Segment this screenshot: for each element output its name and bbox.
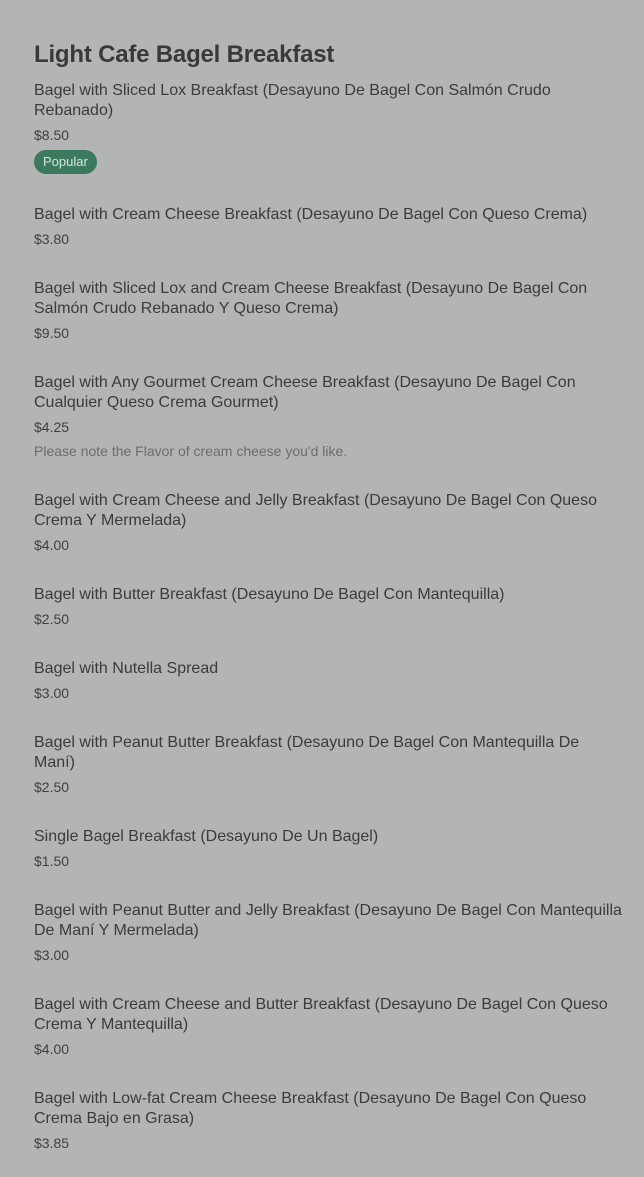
item-price: $3.85 xyxy=(34,1135,70,1151)
item-price: $8.50 xyxy=(34,127,70,143)
menu-item[interactable] xyxy=(34,205,622,279)
menu-item[interactable] xyxy=(34,659,622,733)
menu-list xyxy=(34,81,622,1177)
menu-item[interactable] xyxy=(34,491,622,585)
item-name: Bagel with Cream Cheese Breakfast (Desayuno De Bagel Con Queso Crema) xyxy=(34,206,588,223)
menu-item[interactable] xyxy=(34,995,622,1089)
item-name: Bagel with Peanut Butter Breakfast (Desayuno De Bagel Con Mantequilla De Maní) xyxy=(34,734,580,771)
item-name: Bagel with Sliced Lox Breakfast (Desayuno De Bagel Con Salmón Crudo Rebanado) xyxy=(34,82,551,119)
item-name: Bagel with Butter Breakfast (Desayuno De Bagel Con Mantequilla) xyxy=(34,586,505,603)
popular-badge: Popular xyxy=(34,150,97,174)
menu-item[interactable] xyxy=(34,585,622,659)
item-name: Bagel with Peanut Butter and Jelly Breakfast (Desayuno De Bagel Con Mantequilla De Maní Y Mermelada) xyxy=(34,902,622,939)
menu-item[interactable] xyxy=(34,827,622,901)
menu-item[interactable] xyxy=(34,81,622,205)
item-price: $3.80 xyxy=(34,231,70,247)
menu-item[interactable] xyxy=(34,1089,622,1177)
menu-item[interactable] xyxy=(34,901,622,995)
item-name: Bagel with Nutella Spread xyxy=(34,660,219,677)
item-name: Bagel with Any Gourmet Cream Cheese Breakfast (Desayuno De Bagel Con Cualquier Queso Crema Gourmet) xyxy=(34,374,576,411)
item-price: $3.00 xyxy=(34,947,70,963)
menu-item[interactable] xyxy=(34,279,622,373)
item-price: $4.00 xyxy=(34,1041,70,1057)
item-note: Please note the Flavor of cream cheese you'd like. xyxy=(34,443,348,459)
item-price: $3.00 xyxy=(34,685,70,701)
item-name: Bagel with Sliced Lox and Cream Cheese Breakfast (Desayuno De Bagel Con Salmón Crudo Rebanado Y Queso Crema) xyxy=(34,280,588,317)
item-price: $4.25 xyxy=(34,419,70,435)
item-price: $4.00 xyxy=(34,537,70,553)
item-price: $9.50 xyxy=(34,325,70,341)
item-name: Bagel with Cream Cheese and Butter Breakfast (Desayuno De Bagel Con Queso Crema Y Mantequilla) xyxy=(34,996,608,1033)
item-name: Bagel with Low-fat Cream Cheese Breakfast (Desayuno De Bagel Con Queso Crema Bajo en Grasa) xyxy=(34,1090,587,1127)
menu-item[interactable] xyxy=(34,373,622,491)
item-name: Single Bagel Breakfast (Desayuno De Un Bagel) xyxy=(34,828,379,845)
item-price: $2.50 xyxy=(34,779,70,795)
menu-item[interactable] xyxy=(34,733,622,827)
section-title: Light Cafe Bagel Breakfast xyxy=(34,41,335,68)
item-price: $1.50 xyxy=(34,853,70,869)
item-name: Bagel with Cream Cheese and Jelly Breakfast (Desayuno De Bagel Con Queso Crema Y Mermelada) xyxy=(34,492,597,529)
item-price: $2.50 xyxy=(34,611,70,627)
